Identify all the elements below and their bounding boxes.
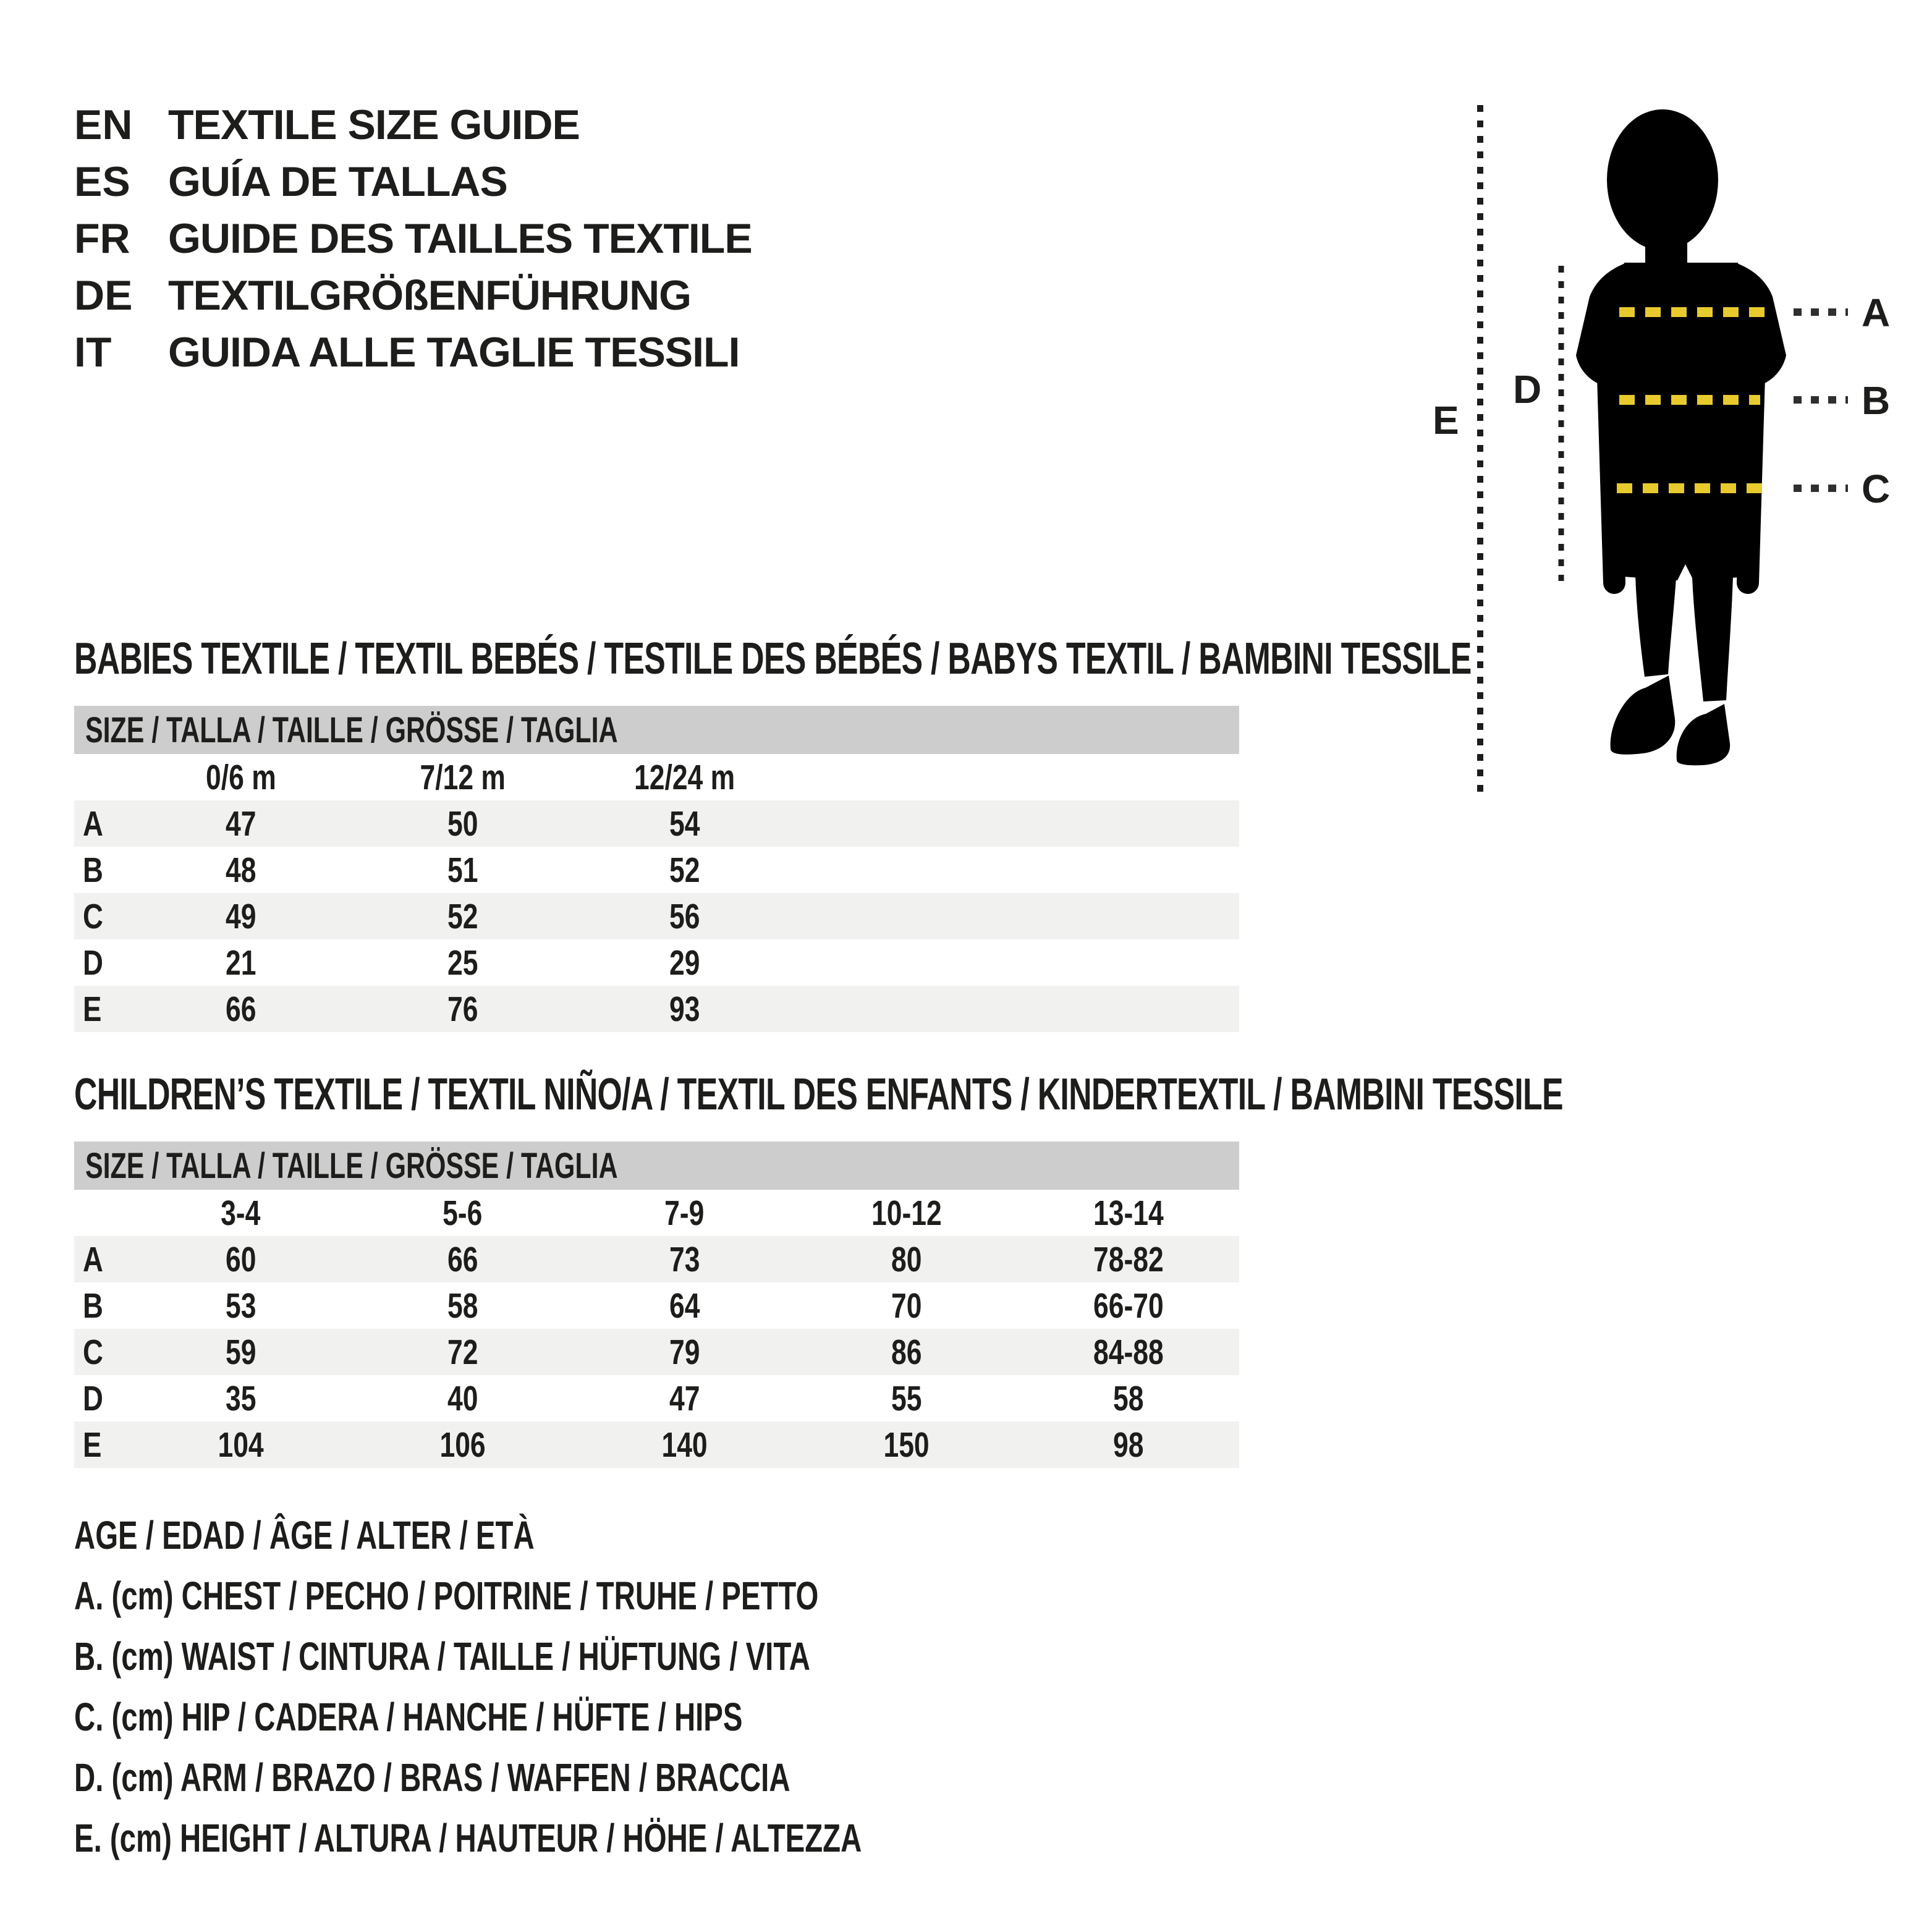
language-code: DE [74,272,133,319]
size-value: 80 [891,1239,922,1279]
size-value-cell [1017,1282,1239,1329]
size-value: 73 [669,1239,700,1279]
row-label: B [83,1286,103,1326]
row-label: A [83,803,103,844]
size-value-cell [574,847,795,893]
row-label-cell [74,939,130,986]
legend-text: C. (cm) HIP / CADERA / HANCHE / HÜFTE / HIPS [74,1695,743,1739]
column-header-row [74,754,1239,800]
language-title: GUIDA ALLE TAGLIE TESSILI [168,329,740,376]
legend-text: A. (cm) CHEST / PECHO / POITRINE / TRUHE / PETTO [74,1574,819,1618]
corner-cell [74,754,130,800]
size-value-cell [1017,800,1239,847]
children-size-table [74,1142,1239,1468]
language-code: IT [74,329,112,376]
row-label: E [83,1425,102,1465]
size-value-cell [130,1236,352,1282]
size-value: 93 [669,989,700,1029]
column-header-label: 13-14 [1093,1193,1164,1233]
language-row [74,96,752,153]
size-value: 48 [225,850,256,890]
children-section-title: CHILDREN’S TEXTILE / TEXTIL NIÑO/A / TEXTIL DES ENFANTS / KINDERTEXTIL / BAMBINI TESSILE [74,1070,1563,1119]
column-header-cell [1017,754,1239,800]
table-row [74,1329,1239,1375]
size-value-cell [1017,986,1239,1032]
column-header-cell [574,754,795,800]
size-value: 50 [447,803,478,844]
column-header-label: 7/12 m [420,757,506,797]
size-value: 98 [1112,1425,1144,1465]
row-label: C [83,1332,103,1372]
column-header-label: 5-6 [443,1193,483,1233]
size-value: 106 [439,1425,486,1465]
row-label-cell [74,1421,130,1468]
size-value-cell [574,800,795,847]
size-value-cell [1017,847,1239,893]
size-value-cell [574,1375,795,1421]
row-label-cell [74,1236,130,1282]
legend-line [74,1687,1138,1747]
size-value-cell [130,1282,352,1329]
language-title: GUIDE DES TAILLES TEXTILE [168,215,752,262]
language-code: FR [74,215,130,262]
size-value-cell [574,986,795,1032]
column-header-label: 12/24 m [633,757,735,797]
size-value: 55 [891,1378,922,1418]
legend-line [74,1626,1138,1687]
size-value-cell [130,939,352,986]
legend-line [74,1808,1138,1868]
size-value: 64 [669,1286,700,1326]
row-label: B [83,850,103,890]
language-row [74,153,752,210]
size-value-cell [130,893,352,939]
legend-text: E. (cm) HEIGHT / ALTURA / HAUTEUR / HÖHE / ALTEZZA [74,1816,862,1860]
language-title-block [74,96,752,381]
size-value-cell [1017,1329,1239,1375]
size-value: 84-88 [1093,1332,1164,1372]
language-title: GUÍA DE TALLAS [168,158,507,205]
size-header-bar [74,706,1239,754]
size-value-cell [795,986,1017,1032]
corner-cell [74,1190,130,1236]
size-value-cell [795,1329,1017,1375]
size-value: 56 [669,896,700,936]
table-row [74,847,1239,893]
size-value-cell [130,986,352,1032]
size-value: 49 [225,896,256,936]
language-row [74,324,752,381]
size-value-cell [130,1329,352,1375]
column-header-label: 10-12 [871,1193,942,1233]
child-silhouette-icon [1576,109,1786,765]
size-value: 140 [661,1425,708,1465]
table-row [74,1282,1239,1329]
language-title: TEXTILGRÖßENFÜHRUNG [168,272,692,319]
row-label-cell [74,893,130,939]
measure-label-a: A [1862,290,1891,335]
row-label-cell [74,1329,130,1375]
size-value-cell [795,1421,1017,1468]
table-row [74,893,1239,939]
size-value-cell [130,1421,352,1468]
table-row [74,1236,1239,1282]
size-value: 66 [447,1239,478,1279]
measure-label-b: B [1862,378,1891,423]
babies-size-table [74,706,1239,1032]
size-value-cell [795,939,1017,986]
size-value: 52 [669,850,700,890]
row-label: A [83,1239,103,1279]
size-value: 66-70 [1093,1286,1164,1326]
language-code: ES [74,158,130,205]
table-body [74,1236,1239,1468]
size-value: 150 [883,1425,930,1465]
row-label: D [83,1378,103,1418]
size-value-cell [352,1421,574,1468]
row-label-cell [74,1282,130,1329]
size-value: 59 [225,1332,256,1372]
column-header-cell [795,1190,1017,1236]
column-header-cell [1017,1190,1239,1236]
size-value: 86 [891,1332,922,1372]
size-value-cell [130,847,352,893]
size-value-cell [352,1282,574,1329]
size-value-cell [574,1329,795,1375]
language-row [74,267,752,324]
babies-section-title: BABIES TEXTILE / TEXTIL BEBÉS / TESTILE DES BÉBÉS / BABYS TEXTIL / BAMBINI TESSILE [74,634,1472,684]
size-value-cell [795,847,1017,893]
size-header-text: SIZE / TALLA / TAILLE / GRÖSSE / TAGLIA [85,1145,618,1186]
measure-label-e: E [1433,398,1459,443]
size-value-cell [574,1282,795,1329]
size-header-text: SIZE / TALLA / TAILLE / GRÖSSE / TAGLIA [85,710,618,750]
size-value-cell [352,847,574,893]
size-value-cell [1017,1421,1239,1468]
column-header-cell [795,754,1017,800]
size-value-cell [352,893,574,939]
size-value: 104 [218,1425,264,1465]
size-value: 52 [447,896,478,936]
table-row [74,800,1239,847]
column-header-cell [352,754,574,800]
column-header-label: 0/6 m [205,757,276,797]
table-row [74,1375,1239,1421]
legend-line [74,1566,1138,1626]
size-value-cell [352,986,574,1032]
language-row [74,210,752,267]
size-value-cell [352,1236,574,1282]
size-value-cell [1017,1236,1239,1282]
size-value: 79 [669,1332,700,1372]
measurement-figure [1421,87,1932,803]
size-value-cell [574,1421,795,1468]
size-value-cell [1017,1375,1239,1421]
size-value: 21 [225,943,256,983]
column-header-label: 7-9 [664,1193,705,1233]
language-title: TEXTILE SIZE GUIDE [168,101,580,148]
row-label-cell [74,986,130,1032]
table-row [74,939,1239,986]
size-value: 47 [669,1378,700,1418]
column-header-cell [130,754,352,800]
column-header-row [74,1190,1239,1236]
size-value-cell [795,1236,1017,1282]
column-header-cell [352,1190,574,1236]
size-value: 72 [447,1332,478,1372]
row-label-cell [74,847,130,893]
size-value: 60 [225,1239,256,1279]
row-label-cell [74,800,130,847]
size-value-cell [130,800,352,847]
size-value-cell [130,1375,352,1421]
size-value-cell [574,1236,795,1282]
legend-line [74,1747,1138,1808]
size-value-cell [1017,893,1239,939]
measurement-legend [74,1505,1138,1868]
row-label: D [83,943,103,983]
size-header-bar [74,1142,1239,1190]
size-value-cell [795,893,1017,939]
size-value: 29 [669,943,700,983]
row-label: C [83,896,103,936]
size-value-cell [352,1329,574,1375]
size-value: 66 [225,989,256,1029]
language-code: EN [74,101,133,148]
legend-line [74,1505,1138,1566]
measure-label-d: D [1513,367,1542,412]
size-value-cell [352,800,574,847]
row-label: E [83,989,102,1029]
size-value-cell [352,1375,574,1421]
size-value: 78-82 [1093,1239,1164,1279]
size-value: 40 [447,1378,478,1418]
table-row [74,1421,1239,1468]
size-value-cell [795,1282,1017,1329]
size-value: 47 [225,803,256,844]
size-value-cell [795,1375,1017,1421]
legend-text: AGE / EDAD / ÂGE / ALTER / ETÀ [74,1513,535,1557]
size-value-cell [1017,939,1239,986]
size-value: 35 [225,1378,256,1418]
legend-text: D. (cm) ARM / BRAZO / BRAS / WAFFEN / BRACCIA [74,1755,790,1800]
column-header-cell [574,1190,795,1236]
table-row [74,986,1239,1032]
size-value-cell [574,893,795,939]
size-value: 58 [1112,1378,1144,1418]
size-value: 76 [447,989,478,1029]
size-value: 25 [447,943,478,983]
legend-text: B. (cm) WAIST / CINTURA / TAILLE / HÜFTUNG / VITA [74,1634,810,1679]
size-value: 54 [669,803,700,844]
table-body [74,800,1239,1032]
size-value-cell [352,939,574,986]
size-value: 58 [447,1286,478,1326]
size-value-cell [795,800,1017,847]
column-header-cell [130,1190,352,1236]
size-value: 70 [891,1286,922,1326]
size-value: 51 [447,850,478,890]
size-value-cell [574,939,795,986]
size-value: 53 [225,1286,256,1326]
column-header-label: 3-4 [221,1193,261,1233]
row-label-cell [74,1375,130,1421]
measure-label-c: C [1862,467,1891,511]
